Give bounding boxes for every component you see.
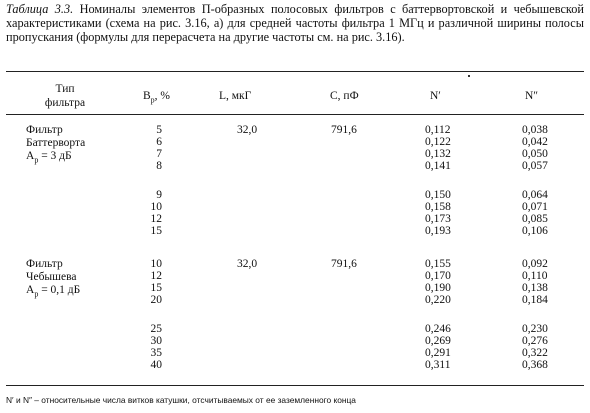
cell-n-double-prime: 0,184 [522,294,548,307]
table-row [0,270,590,282]
table-row [0,258,590,270]
ripple-symbol: A [26,150,35,162]
cell-n-double-prime: 0,071 [522,201,548,213]
cell-bandwidth: 15 [150,225,162,238]
cell-capacitance: 791,6 [331,124,357,136]
header-n-prime: N′ [430,90,441,102]
cell-n-double-prime: 0,064 [522,188,548,201]
print-speck [468,75,470,77]
cell-n-double-prime: 0,138 [522,282,548,295]
table-row [0,282,590,294]
filter-type-name: Фильтр [26,258,63,270]
cell-n-double-prime: 0,038 [522,124,548,136]
cell-n-prime: 0,291 [425,347,451,360]
table-row [0,335,590,347]
ripple-value: = 0,1 дБ [38,284,81,296]
cell-n-prime: 0,269 [425,335,451,347]
cell-n-prime: 0,246 [425,322,451,335]
cell-n-prime: 0,155 [425,258,451,270]
table-row [0,323,590,335]
table-row [0,124,590,136]
table-bottom-rule [6,385,584,386]
cell-n-prime: 0,193 [425,225,451,238]
header-capacitance: C, пФ [330,90,359,102]
table-row [0,294,590,306]
filter-type-kind: Чебышева [26,271,77,283]
cell-n-prime: 0,122 [425,136,451,149]
table-row [0,189,590,201]
table-footnote: N′ и N″ – относительные числа витков катушки, отсчитываемых от ее заземленного конца [6,395,356,405]
cell-n-double-prime: 0,057 [522,160,548,173]
header-bp-main: B [143,90,151,102]
header-inductance: L, мкГ [219,90,252,102]
cell-n-prime: 0,190 [425,282,451,295]
cell-bandwidth: 9 [156,188,162,201]
cell-n-double-prime: 0,106 [522,225,548,238]
cell-bandwidth: 20 [150,294,162,307]
cell-bandwidth: 12 [150,270,162,283]
cell-bandwidth: 6 [156,136,162,149]
ripple-subscript: р [34,155,39,165]
cell-n-double-prime: 0,092 [522,258,548,270]
cell-n-prime: 0,158 [425,201,451,213]
table-row [0,213,590,225]
header-type-line2: фильтра [44,97,86,109]
cell-bandwidth: 10 [150,201,162,213]
cell-bandwidth: 15 [150,282,162,295]
header-type-line1: Тип [55,83,75,95]
cell-n-prime: 0,141 [425,160,451,173]
cell-n-double-prime: 0,085 [522,213,548,226]
header-bandwidth [143,89,170,107]
cell-inductance: 32,0 [237,124,258,136]
cell-inductance: 32,0 [237,258,258,270]
cell-bandwidth: 8 [156,160,162,173]
cell-n-double-prime: 0,368 [522,359,548,372]
cell-bandwidth: 12 [150,213,162,226]
cell-n-double-prime: 0,042 [522,136,548,149]
cell-capacitance: 791,6 [331,258,357,270]
caption-label: Таблица 3.3. [6,2,74,16]
table-row [0,225,590,237]
table-row [0,148,590,160]
cell-n-double-prime: 0,322 [522,347,548,360]
cell-bandwidth: 7 [156,148,162,161]
cell-bandwidth: 10 [150,258,162,270]
cell-n-prime: 0,220 [425,294,451,307]
cell-n-double-prime: 0,230 [522,322,548,335]
cell-n-prime: 0,173 [425,213,451,226]
cell-n-prime: 0,112 [425,124,451,136]
cell-n-prime: 0,150 [425,188,451,201]
table-row [0,201,590,213]
filter-type-name: Фильтр [26,124,63,136]
cell-n-prime: 0,311 [425,359,451,372]
header-bottom-rule [6,114,584,115]
filter-type-kind: Баттерворта [26,137,86,149]
cell-n-double-prime: 0,110 [522,270,548,283]
cell-bandwidth: 40 [150,359,162,372]
cell-bandwidth: 35 [150,347,162,360]
header-bp-unit: , % [154,90,171,102]
cell-bandwidth: 25 [150,322,162,335]
table-row [0,136,590,148]
table-caption [6,2,584,45]
ripple-subscript: р [34,289,39,299]
ripple-symbol: A [26,284,35,296]
header-n-double-prime: N″ [525,90,539,102]
ripple-value: = 3 дБ [38,150,72,162]
table-row [0,347,590,359]
cell-bandwidth: 30 [150,335,162,347]
table-row [0,160,590,172]
cell-bandwidth: 5 [156,124,162,136]
table-row [0,359,590,371]
cell-n-double-prime: 0,050 [522,148,548,161]
caption-text: Номиналы элементов П-образных полосовых фильтров с баттервортовской и чебышевской характеристиками (схема на рис. 3.16, а) для средней частоты фильтра 1 МГц и различной ширины полосы пропускания (формулы для перерасчета на другие частоты см. на рис. 3.16). [6,2,584,45]
table-top-rule [6,71,584,72]
header-bp-sub: р [150,95,155,105]
header-filter-type [27,82,103,110]
cell-n-prime: 0,170 [425,270,451,283]
cell-n-prime: 0,132 [425,148,451,161]
cell-n-double-prime: 0,276 [522,335,548,347]
